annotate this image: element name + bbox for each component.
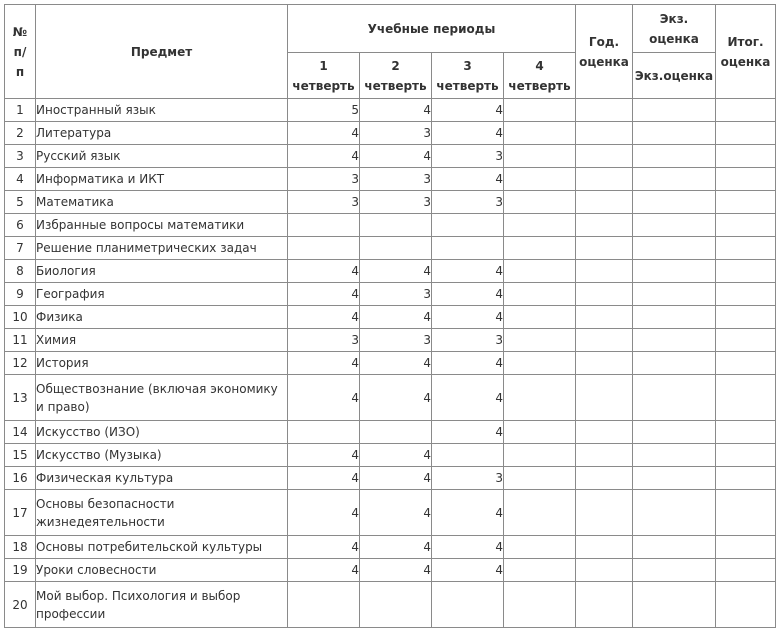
row-number: 18 (5, 536, 36, 559)
grade-q4 (504, 168, 576, 191)
grade-q2 (360, 214, 432, 237)
header-subject-label: Предмет (130, 44, 193, 59)
grade-exam (633, 490, 716, 536)
grade-q2: 4 (360, 352, 432, 375)
subject-name: Уроки словесности (36, 559, 288, 582)
grade-annual (576, 122, 633, 145)
grade-q2: 3 (360, 329, 432, 352)
grade-q3: 4 (432, 99, 504, 122)
grade-q4 (504, 421, 576, 444)
grade-annual (576, 191, 633, 214)
grades-table-container (4, 4, 776, 628)
grade-q2 (360, 582, 432, 628)
grade-final (716, 444, 776, 467)
grade-annual (576, 421, 633, 444)
header-exam-top (633, 5, 716, 53)
grade-q2 (360, 421, 432, 444)
grade-final (716, 421, 776, 444)
grade-q3 (432, 582, 504, 628)
grade-q2: 4 (360, 99, 432, 122)
table-row (5, 237, 776, 260)
row-number: 17 (5, 490, 36, 536)
grade-q3: 4 (432, 375, 504, 421)
grade-q2: 3 (360, 283, 432, 306)
grade-final (716, 536, 776, 559)
grade-final (716, 260, 776, 283)
grade-q1: 3 (288, 168, 360, 191)
grade-q3: 3 (432, 191, 504, 214)
grade-final (716, 306, 776, 329)
grade-q4 (504, 214, 576, 237)
grade-q3: 4 (432, 306, 504, 329)
header-q3-label: 3 четверть (436, 58, 499, 93)
grade-q3 (432, 444, 504, 467)
subject-name: Искусство (ИЗО) (36, 421, 288, 444)
grades-table (4, 4, 776, 628)
table-row (5, 260, 776, 283)
grade-q1: 4 (288, 559, 360, 582)
grade-q4 (504, 536, 576, 559)
grade-exam (633, 467, 716, 490)
grade-q2: 4 (360, 260, 432, 283)
grade-q1: 4 (288, 490, 360, 536)
grade-exam (633, 444, 716, 467)
grade-q3: 4 (432, 559, 504, 582)
grade-annual (576, 582, 633, 628)
header-q2 (360, 53, 432, 99)
grade-exam (633, 237, 716, 260)
grade-q1: 4 (288, 444, 360, 467)
table-row (5, 122, 776, 145)
grade-q2: 4 (360, 536, 432, 559)
row-number: 16 (5, 467, 36, 490)
header-q2-label: 2 четверть (364, 58, 427, 93)
grade-q4 (504, 352, 576, 375)
header-q1-label: 1 четверть (292, 58, 355, 93)
table-row (5, 536, 776, 559)
grade-q2: 3 (360, 122, 432, 145)
grade-exam (633, 352, 716, 375)
header-num-label: № п/ п (12, 24, 28, 79)
grade-annual (576, 237, 633, 260)
grade-q3: 4 (432, 260, 504, 283)
grade-annual (576, 536, 633, 559)
subject-name: Искусство (Музыка) (36, 444, 288, 467)
grade-final (716, 375, 776, 421)
grade-final (716, 582, 776, 628)
grade-q1 (288, 582, 360, 628)
grade-q1: 3 (288, 191, 360, 214)
grade-q3: 3 (432, 145, 504, 168)
grade-annual (576, 214, 633, 237)
grade-final (716, 467, 776, 490)
grade-q3: 4 (432, 490, 504, 536)
table-row (5, 306, 776, 329)
table-row (5, 99, 776, 122)
subject-name: История (36, 352, 288, 375)
grade-final (716, 283, 776, 306)
grade-q3: 3 (432, 329, 504, 352)
grade-q1: 4 (288, 122, 360, 145)
row-number: 3 (5, 145, 36, 168)
grade-q1: 4 (288, 283, 360, 306)
table-row (5, 214, 776, 237)
row-number: 12 (5, 352, 36, 375)
grade-q4 (504, 559, 576, 582)
grade-q1: 4 (288, 467, 360, 490)
grade-final (716, 490, 776, 536)
header-exam-bottom-label: Экз.оценка (634, 68, 714, 83)
grade-annual (576, 329, 633, 352)
grade-q2: 4 (360, 306, 432, 329)
grade-final (716, 168, 776, 191)
row-number: 8 (5, 260, 36, 283)
grade-q1 (288, 237, 360, 260)
grade-q4 (504, 260, 576, 283)
grade-q4 (504, 191, 576, 214)
subject-name: Информатика и ИКТ (36, 168, 288, 191)
row-number: 10 (5, 306, 36, 329)
grade-final (716, 191, 776, 214)
subject-name: Биология (36, 260, 288, 283)
table-row (5, 283, 776, 306)
header-q3 (432, 53, 504, 99)
grade-annual (576, 168, 633, 191)
grade-q3: 4 (432, 283, 504, 306)
table-row (5, 168, 776, 191)
subject-name: Иностранный язык (36, 99, 288, 122)
grade-annual (576, 99, 633, 122)
grade-exam (633, 375, 716, 421)
grade-q1 (288, 421, 360, 444)
grade-q3: 4 (432, 421, 504, 444)
row-number: 4 (5, 168, 36, 191)
grade-q2: 4 (360, 444, 432, 467)
grade-q1: 5 (288, 99, 360, 122)
header-q4-label: 4 четверть (508, 58, 571, 93)
header-annual-label: Год. оценка (579, 34, 629, 69)
header-q4 (504, 53, 576, 99)
grade-annual (576, 260, 633, 283)
grade-exam (633, 260, 716, 283)
grade-exam (633, 536, 716, 559)
header-exam-top-label: Экз. оценка (649, 11, 699, 46)
header-final (716, 5, 776, 99)
grade-exam (633, 283, 716, 306)
row-number: 19 (5, 559, 36, 582)
header-num (5, 5, 36, 99)
subject-name: Основы безопасности жизнедеятельности (36, 490, 288, 536)
grade-exam (633, 421, 716, 444)
grade-q2: 4 (360, 467, 432, 490)
row-number: 9 (5, 283, 36, 306)
table-row (5, 467, 776, 490)
table-row (5, 582, 776, 628)
grade-q3: 4 (432, 168, 504, 191)
grade-q3: 4 (432, 536, 504, 559)
grade-final (716, 329, 776, 352)
grade-exam (633, 582, 716, 628)
grade-q1: 4 (288, 536, 360, 559)
table-row (5, 559, 776, 582)
grade-annual (576, 283, 633, 306)
table-row (5, 191, 776, 214)
grade-q4 (504, 283, 576, 306)
table-row (5, 352, 776, 375)
grade-annual (576, 490, 633, 536)
row-number: 14 (5, 421, 36, 444)
table-row (5, 444, 776, 467)
row-number: 6 (5, 214, 36, 237)
header-exam-bottom (633, 53, 716, 99)
grade-q3: 4 (432, 122, 504, 145)
grade-q2 (360, 237, 432, 260)
subject-name: География (36, 283, 288, 306)
grade-q3: 4 (432, 352, 504, 375)
grade-q3 (432, 237, 504, 260)
row-number: 15 (5, 444, 36, 467)
row-number: 11 (5, 329, 36, 352)
row-number: 7 (5, 237, 36, 260)
subject-name: Основы потребительской культуры (36, 536, 288, 559)
table-row (5, 329, 776, 352)
grade-q1: 4 (288, 260, 360, 283)
subject-name: Математика (36, 191, 288, 214)
header-annual (576, 5, 633, 99)
grade-q2: 4 (360, 375, 432, 421)
grade-q4 (504, 582, 576, 628)
grade-exam (633, 559, 716, 582)
table-row (5, 421, 776, 444)
header-final-label: Итог. оценка (720, 34, 771, 69)
subject-name: Физика (36, 306, 288, 329)
row-number: 13 (5, 375, 36, 421)
grade-q1: 4 (288, 352, 360, 375)
grade-q4 (504, 329, 576, 352)
table-row (5, 375, 776, 421)
subject-name: Физическая культура (36, 467, 288, 490)
grade-final (716, 214, 776, 237)
grade-q2: 4 (360, 145, 432, 168)
row-number: 5 (5, 191, 36, 214)
grade-annual (576, 145, 633, 168)
grade-annual (576, 444, 633, 467)
row-number: 1 (5, 99, 36, 122)
row-number: 20 (5, 582, 36, 628)
table-row (5, 490, 776, 536)
row-number: 2 (5, 122, 36, 145)
header-subject (36, 5, 288, 99)
grade-q1: 4 (288, 145, 360, 168)
grade-final (716, 352, 776, 375)
grade-q4 (504, 122, 576, 145)
grade-q4 (504, 145, 576, 168)
grade-q2: 4 (360, 490, 432, 536)
table-row (5, 145, 776, 168)
grade-q1: 4 (288, 306, 360, 329)
grade-q1: 3 (288, 329, 360, 352)
grade-annual (576, 352, 633, 375)
grade-exam (633, 122, 716, 145)
grade-q3 (432, 214, 504, 237)
subject-name: Химия (36, 329, 288, 352)
header-periods-label: Учебные периоды (367, 21, 496, 36)
grade-final (716, 145, 776, 168)
grade-q1: 4 (288, 375, 360, 421)
header-q1 (288, 53, 360, 99)
subject-name: Решение планиметрических задач (36, 237, 288, 260)
grade-q1 (288, 214, 360, 237)
grade-q4 (504, 237, 576, 260)
subject-name: Обществознание (включая экономику и право) (36, 375, 288, 421)
grade-annual (576, 375, 633, 421)
grade-q2: 3 (360, 191, 432, 214)
grade-q2: 3 (360, 168, 432, 191)
grade-final (716, 122, 776, 145)
grade-q4 (504, 467, 576, 490)
grade-annual (576, 306, 633, 329)
grade-exam (633, 306, 716, 329)
grade-exam (633, 214, 716, 237)
grade-q4 (504, 306, 576, 329)
grade-final (716, 559, 776, 582)
grade-final (716, 99, 776, 122)
grade-q4 (504, 490, 576, 536)
header-periods (288, 5, 576, 53)
grade-final (716, 237, 776, 260)
grade-exam (633, 191, 716, 214)
grade-exam (633, 168, 716, 191)
subject-name: Мой выбор. Психология и выбор профессии (36, 582, 288, 628)
subject-name: Русский язык (36, 145, 288, 168)
subject-name: Избранные вопросы математики (36, 214, 288, 237)
grade-annual (576, 467, 633, 490)
grade-exam (633, 145, 716, 168)
grade-q2: 4 (360, 559, 432, 582)
grade-exam (633, 99, 716, 122)
grade-q4 (504, 375, 576, 421)
grade-annual (576, 559, 633, 582)
grade-exam (633, 329, 716, 352)
subject-name: Литература (36, 122, 288, 145)
grade-q4 (504, 99, 576, 122)
grade-q3: 3 (432, 467, 504, 490)
grade-q4 (504, 444, 576, 467)
